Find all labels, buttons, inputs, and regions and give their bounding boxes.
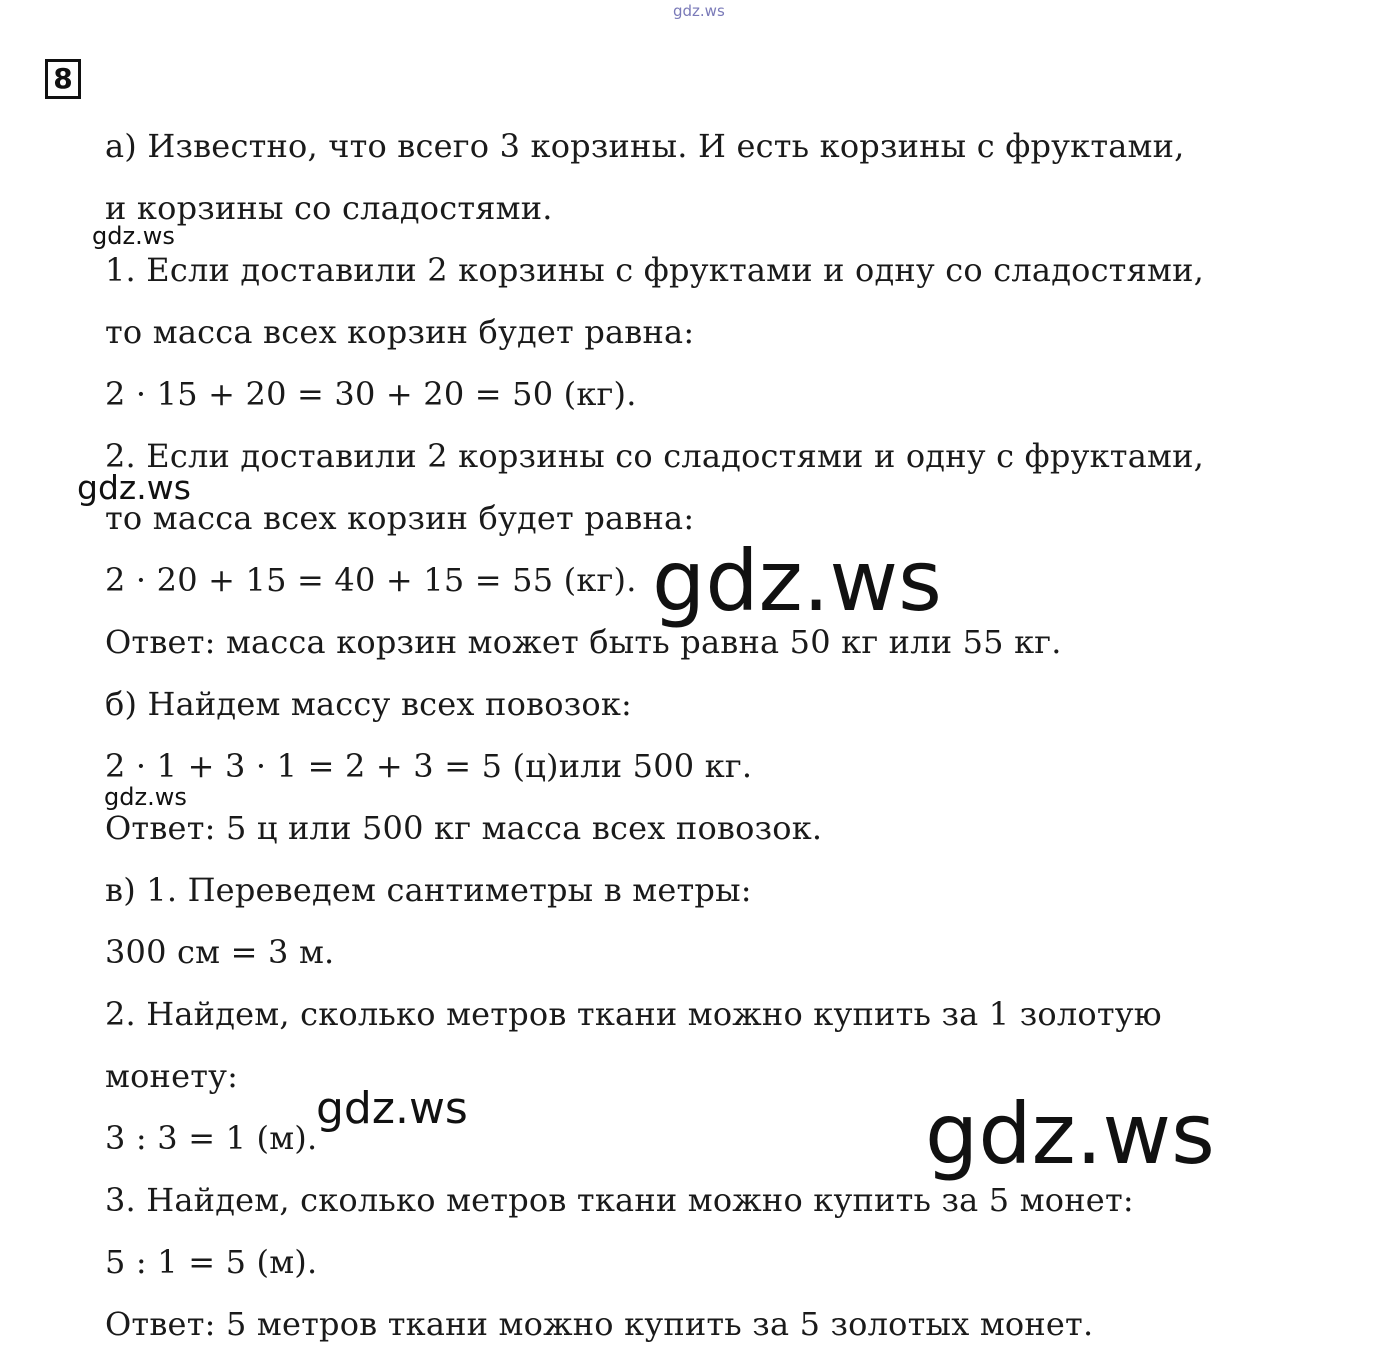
watermark-small: gdz.ws	[92, 222, 175, 250]
solution-line: 2 · 15 + 20 = 30 + 20 = 50 (кг).	[105, 375, 637, 413]
solution-line: 1. Если доставили 2 корзины с фруктами и одну со сладостями,	[105, 251, 1204, 289]
solution-line: то масса всех корзин будет равна:	[105, 499, 695, 537]
solution-line: 2 · 1 + 3 · 1 = 2 + 3 = 5 (ц)или 500 кг.	[105, 747, 753, 785]
solution-line: Ответ: масса корзин может быть равна 50 кг или 55 кг.	[105, 623, 1062, 661]
watermark-top: gdz.ws	[673, 2, 725, 20]
solution-line: то масса всех корзин будет равна:	[105, 313, 695, 351]
solution-line: 2. Найдем, сколько метров ткани можно купить за 1 золотую	[105, 995, 1162, 1033]
task-number-badge: 8	[45, 59, 81, 99]
watermark-large: gdz.ws	[652, 532, 942, 630]
solution-line: 2. Если доставили 2 корзины со сладостями и одну с фруктами,	[105, 437, 1204, 475]
solution-line: Ответ: 5 метров ткани можно купить за 5 золотых монет.	[105, 1305, 1094, 1343]
solution-line: 2 · 20 + 15 = 40 + 15 = 55 (кг).	[105, 561, 637, 599]
watermark-small: gdz.ws	[104, 783, 187, 811]
solution-line: Ответ: 5 ц или 500 кг масса всех повозок.	[105, 809, 823, 847]
watermark-medium: gdz.ws	[316, 1083, 468, 1134]
solution-line: 3. Найдем, сколько метров ткани можно купить за 5 монет:	[105, 1181, 1134, 1219]
solution-line: 5 : 1 = 5 (м).	[105, 1243, 318, 1281]
watermark-large: gdz.ws	[925, 1085, 1215, 1183]
solution-line: а) Известно, что всего 3 корзины. И есть корзины с фруктами,	[105, 127, 1185, 165]
watermark-small: gdz.ws	[77, 468, 191, 507]
solution-line: б) Найдем массу всех повозок:	[105, 685, 633, 723]
solution-line: и корзины со сладостями.	[105, 189, 553, 227]
solution-line: в) 1. Переведем сантиметры в метры:	[105, 871, 752, 909]
solution-line: 300 см = 3 м.	[105, 933, 335, 971]
solution-line: монету:	[105, 1057, 239, 1095]
solution-line: 3 : 3 = 1 (м).	[105, 1119, 318, 1157]
